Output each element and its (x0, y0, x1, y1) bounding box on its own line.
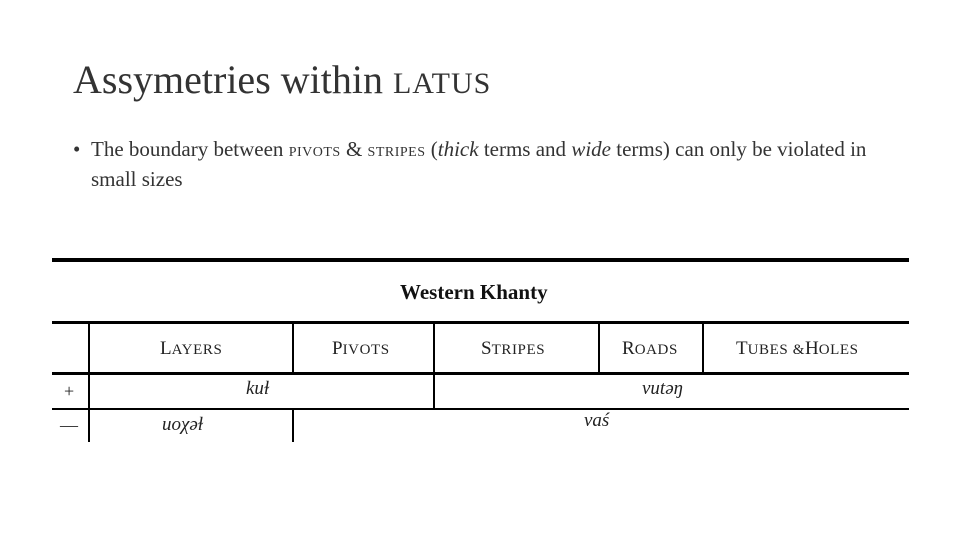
header-bottom-rule (52, 372, 909, 375)
bullet-text (91, 136, 903, 192)
vline-roads-tubes (702, 324, 704, 373)
slide-title-latus: LATUS (392, 67, 492, 100)
bullet-text-d: terms) can only be violated in small sizes (91, 137, 867, 191)
header-pivots: PIVOTS (332, 338, 390, 359)
bullet-text-b: ( (425, 137, 438, 161)
vline-layers-pivots (292, 324, 294, 373)
bullet-text-amp: & (340, 137, 368, 161)
table-top-rule (52, 258, 909, 262)
vline-sign-col (88, 324, 90, 442)
header-layers: LAYERS (160, 338, 223, 359)
row-sign-minus: — (60, 415, 78, 435)
bullet-dot: • (73, 137, 81, 161)
bullet-term-stripes: STRIPES (367, 145, 426, 160)
row-sign-plus: + (64, 381, 75, 401)
slide-title-main: Assymetries within (73, 57, 393, 102)
header-top-rule (52, 321, 909, 324)
slide-title (73, 56, 491, 103)
bullet-text-a: The boundary between (91, 137, 289, 161)
form-vuteng: vutəŋ (642, 378, 683, 399)
bullet-term-pivots: PIVOTS (288, 145, 341, 160)
vline-stripes-roads (598, 324, 600, 373)
vline-layers-pivots-row2 (292, 410, 294, 442)
form-kul: kuɫ (246, 378, 270, 399)
form-vas: vaś (584, 410, 610, 431)
row-divider-rule (52, 408, 909, 410)
header-roads: ROADS (622, 338, 678, 359)
vline-pivots-stripes (433, 324, 435, 409)
bullet-term-thick: thick (437, 137, 479, 161)
bullet-point (73, 136, 903, 192)
table-caption: Western Khanty (400, 280, 548, 304)
bullet-term-wide: wide (571, 137, 611, 161)
form-uoxel: uoχəɫ (162, 414, 204, 435)
header-stripes: STRIPES (481, 338, 546, 359)
bullet-text-c: terms and (478, 137, 572, 161)
header-tubes-holes: TUBES &HOLES (736, 338, 859, 359)
